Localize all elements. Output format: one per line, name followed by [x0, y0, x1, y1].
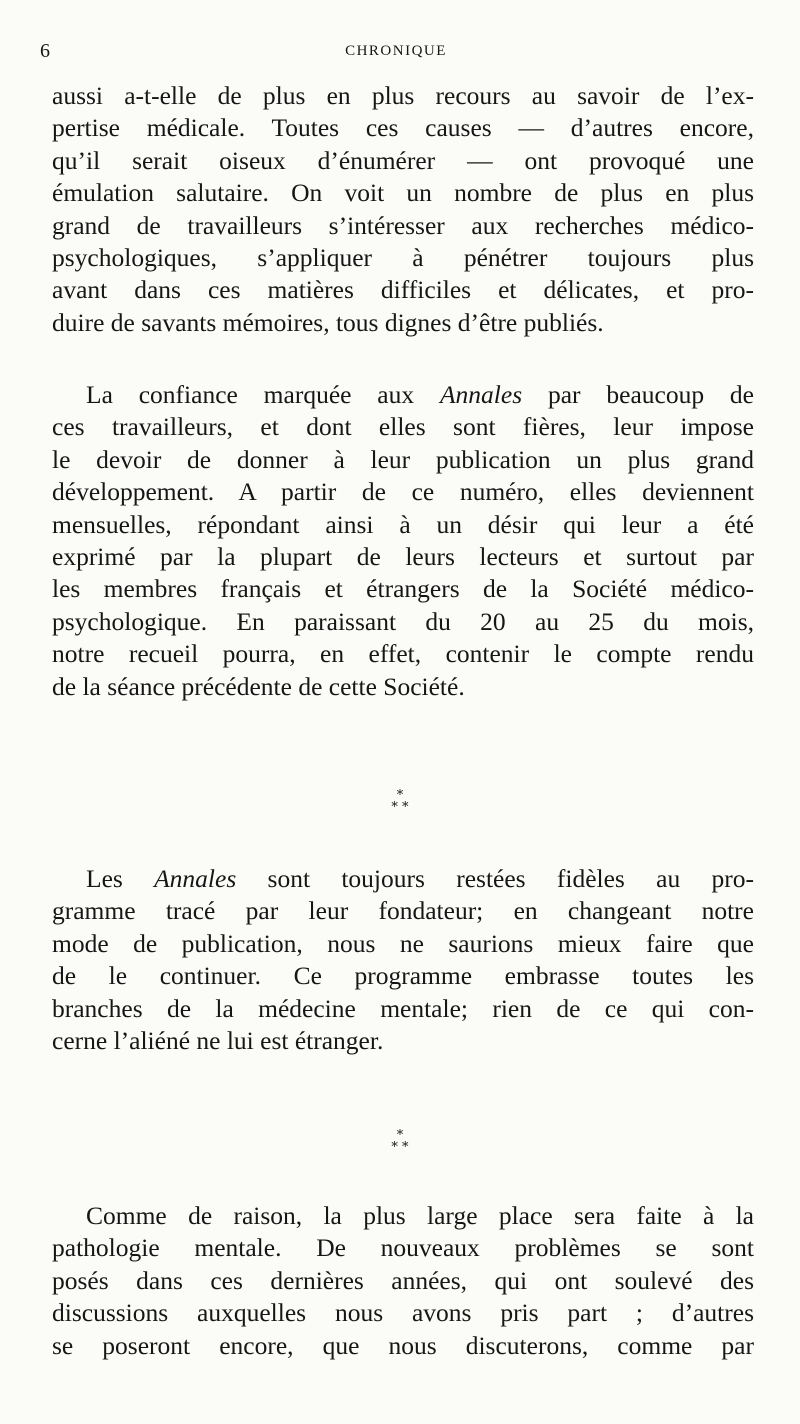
text-line: exprimé par la plupart de leurs lecteurs et surtout par [52, 541, 754, 571]
text-line: qu’il serait oiseux d’énumérer — ont provoqué une [52, 145, 754, 175]
text-line: de le continuer. Ce programme embrasse toutes les [52, 961, 754, 991]
text-line: se poseront encore, que nous discuterons, comme par [52, 1330, 754, 1360]
paragraph-3 [52, 863, 754, 1057]
text-line: discussions auxquelles nous avons pris part ; d’autres [52, 1298, 754, 1328]
text-line: branches de la médecine mentale; rien de ce qui con- [52, 993, 754, 1023]
text-line: mode de publication, nous ne saurions mieux faire que [52, 928, 754, 958]
text-line: psychologique. En paraissant du 20 au 25 du mois, [52, 606, 754, 636]
separator-star-top: * [396, 1128, 404, 1143]
paragraph-1 [52, 80, 754, 339]
separator-star-top: * [396, 788, 404, 803]
text-run: Les [86, 864, 155, 893]
text-line: duire de savants mémoires, tous dignes d’être publiés. [52, 307, 604, 337]
text-line: grand de travailleurs s’intéresser aux recherches médico- [52, 210, 754, 240]
text-line: développement. A partir de ce numéro, elles deviennent [52, 477, 754, 507]
separator-stars-bottom: * * [391, 1140, 409, 1155]
text-line: les membres français et étrangers de la Société médico- [52, 574, 754, 604]
text-line: avant dans ces matières difficiles et délicates, et pro- [52, 275, 754, 305]
separator-stars-bottom: * * [391, 800, 409, 815]
text-line: posés dans ces dernières années, qui ont soulevé des [52, 1265, 754, 1295]
journal-title-italic: Annales [154, 864, 237, 893]
text-line: aussi a-t-elle de plus en plus recours au savoir de l’ex- [52, 81, 754, 110]
text-line: Comme de raison, la plus large place sera faite à la [86, 1201, 754, 1230]
text-run: La confiance marquée aux [86, 380, 440, 409]
text-line: pathologie mentale. De nouveaux problèmes se sont [52, 1233, 754, 1263]
section-separator [0, 790, 800, 814]
text-run: par beaucoup de [522, 380, 754, 409]
text-line: notre recueil pourra, en effet, contenir le compte rendu [52, 639, 754, 669]
text-line: le devoir de donner à leur publication un plus grand [52, 444, 754, 474]
text-line: ces travailleurs, et dont elles sont fières, leur impose [52, 412, 754, 442]
paragraph-2 [52, 379, 754, 703]
paragraph-4 [52, 1200, 754, 1362]
text-line: gramme tracé par leur fondateur; en changeant notre [52, 896, 754, 926]
text-line [52, 379, 754, 411]
text-line [52, 863, 754, 895]
text-line: mensuelles, répondant ainsi à un désir qui leur a été [52, 509, 754, 539]
page-number: 6 [40, 40, 50, 62]
text-line: de la séance précédente de cette Société. [52, 671, 465, 701]
section-separator [0, 1130, 800, 1154]
running-head: CHRONIQUE [345, 43, 447, 59]
text-line: cerne l’aliéné ne lui est étranger. [52, 1025, 384, 1055]
page-header [40, 40, 752, 70]
text-line: pertise médicale. Toutes ces causes — d’autres encore, [52, 113, 754, 143]
journal-title-italic: Annales [439, 380, 523, 409]
text-run: sont toujours restées fidèles au pro- [236, 864, 754, 893]
text-line: psychologiques, s’appliquer à pénétrer toujours plus [52, 242, 754, 272]
text-line: émulation salutaire. On voit un nombre de plus en plus [52, 178, 754, 208]
